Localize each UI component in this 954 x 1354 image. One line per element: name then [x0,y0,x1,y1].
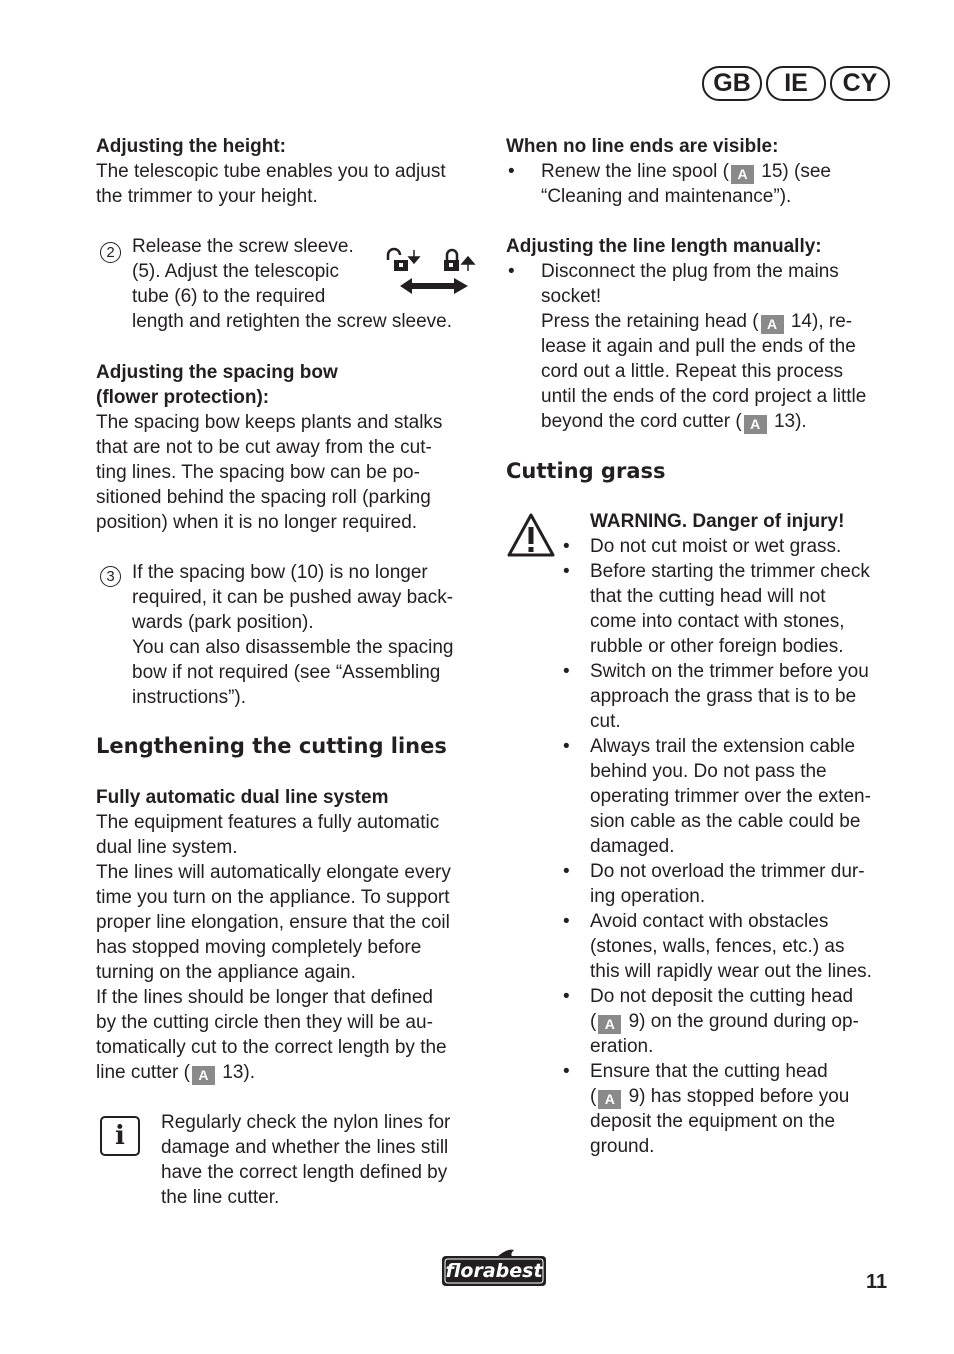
b7-l2-pre: ( [590,1011,597,1032]
logo-text: florabest [445,1260,543,1282]
b7-l2-post: 9) on the ground during op- [623,1011,859,1032]
warning-item [563,984,903,1059]
step-number-3: 3 [100,566,121,587]
spacing-text-line: ting lines. The spacing bow can be po- [96,462,420,483]
dual-heading: Fully automatic dual line system [96,787,389,808]
lengthening-title: Lengthening the cutting lines [96,734,447,758]
noline-line: “Cleaning and maintenance”). [541,186,792,207]
warning-line: come into contact with stones, [590,611,845,632]
warning-item [563,734,903,859]
info-line: Regularly check the nylon lines for [161,1112,451,1133]
info-line: have the correct length defined by [161,1162,448,1183]
warning-line: Do not overload the trimmer dur- [590,861,865,882]
warning-line: Do not cut moist or wet grass. [590,536,842,557]
dual-text-line: by the cutting circle then they will be au- [96,1012,433,1033]
manual-text [541,259,901,434]
warning-line: rubble or other foreign bodies. [590,636,844,657]
warning-line [590,1009,903,1034]
dual-text-line: tomatically cut to the correct length by the [96,1037,447,1058]
figure-a-badge: A [731,165,754,184]
noline-heading: When no line ends are visible: [506,136,779,157]
manual-l3-pre: Press the retaining head ( [541,311,759,332]
step3-line: You can also disassemble the spacing [132,637,454,658]
warning-line: damaged. [590,836,675,857]
figure-a-badge: A [744,415,767,434]
dual-last-post: 13). [216,1062,256,1083]
manual-heading: Adjusting the line length manually: [506,236,822,257]
height-section [96,134,486,209]
lang-badge-ie: IE [766,66,826,101]
bullet: • [563,661,570,682]
dual-text-line: dual line system. [96,837,238,858]
dual-text-line [96,1060,486,1085]
bullet: • [563,861,570,882]
bullet: • [563,536,570,557]
warning-item [563,1059,903,1159]
warning-line: operating trimmer over the exten- [590,786,871,807]
warning-line: Before starting the trimmer check [590,561,870,582]
step2-line: length and retighten the screw sleeve. [132,311,453,332]
info-line: damage and whether the lines still [161,1137,449,1158]
figure-a-badge: A [761,315,784,334]
noline-text [541,159,901,209]
warning-line: Switch on the trimmer before you [590,661,869,682]
dual-text-line: proper line elongation, ensure that the coil [96,912,450,933]
warning-line: Avoid contact with obstacles [590,911,829,932]
height-text-line: The telescopic tube enables you to adjust [96,161,446,182]
step3-line: wards (park position). [132,612,314,633]
lang-badge-gb: GB [702,66,762,101]
figure-a-badge: A [598,1090,621,1109]
manual-line: until the ends of the cord project a little [541,386,867,407]
step2-line: tube (6) to the required [132,286,326,307]
warning-item [563,559,903,659]
manual-line [541,309,901,334]
warning-line: ground. [590,1136,655,1157]
dual-last-pre: line cutter ( [96,1062,190,1083]
warning-item [563,909,903,984]
step3-text [132,560,492,710]
warning-line: Do not deposit the cutting head [590,986,854,1007]
info-text [161,1110,491,1210]
spacing-section [96,360,486,535]
warning-line: eration. [590,1036,654,1057]
manual-line: cord out a little. Repeat this process [541,361,844,382]
figure-a-badge: A [598,1015,621,1034]
noline-l1-pre: Renew the line spool ( [541,161,729,182]
lock-unlock-arrow-icon [382,246,480,300]
warning-line: this will rapidly wear out the lines. [590,961,872,982]
step3-line: bow if not required (see “Assembling [132,662,441,683]
spacing-text-line: The spacing bow keeps plants and stalks [96,412,443,433]
warning-line: (stones, walls, fences, etc.) as [590,936,845,957]
step3-line: required, it can be pushed away back- [132,587,454,608]
manual-l3-post: 14), re- [785,311,853,332]
warning-line: Always trail the extension cable [590,736,856,757]
warning-line: that the cutting head will not [590,586,826,607]
warning-heading: WARNING. Danger of injury! [590,511,845,532]
warning-list [563,534,903,1159]
warning-line: Ensure that the cutting head [590,1061,828,1082]
info-icon: i [100,1116,140,1156]
step3-line: If the spacing bow (10) is no longer [132,562,428,583]
warning-line: cut. [590,711,621,732]
dual-text-line: The equipment features a fully automatic [96,812,440,833]
height-text-line: the trimmer to your height. [96,186,318,207]
warning-item [563,859,903,909]
page-number: 11 [866,1271,888,1293]
warning-item [563,534,903,559]
step3-line: instructions”). [132,687,247,708]
manual-line: lease it again and pull the ends of the [541,336,856,357]
bullet: • [563,911,570,932]
dual-text-line: time you turn on the appliance. To support [96,887,450,908]
noline-l1-post: 15) (see [756,161,831,182]
warning-line [590,1084,903,1109]
warning-line: deposit the equipment on the [590,1111,836,1132]
warning-line: ing operation. [590,886,706,907]
step2-line: Release the screw sleeve. [132,236,354,257]
spacing-heading: Adjusting the spacing bow [96,362,338,383]
bullet: • [508,261,515,282]
noline-line [541,159,901,184]
spacing-text-line: sitioned behind the spacing roll (parking [96,487,431,508]
manual-l7-post: 13). [768,411,807,432]
bullet: • [563,561,570,582]
manual-line: Disconnect the plug from the mains [541,261,839,282]
dual-text-line: has stopped moving completely before [96,937,422,958]
dual-text-line: The lines will automatically elongate every [96,862,451,883]
b8-l2-post: 9) has stopped before you [623,1086,850,1107]
manual-l7-pre: beyond the cord cutter ( [541,411,742,432]
lang-badge-cy: CY [830,66,890,101]
bullet: • [563,736,570,757]
florabest-logo [438,1246,550,1288]
warning-item [563,659,903,734]
cutting-grass-title: Cutting grass [506,459,666,483]
warning-line: sion cable as the cable could be [590,811,861,832]
bullet: • [508,161,515,182]
warning-icon [506,512,556,558]
manual-line: socket! [541,286,602,307]
dual-line-section [96,785,486,1085]
figure-a-badge: A [192,1066,215,1085]
spacing-text-line: that are not to be cut away from the cut- [96,437,432,458]
dual-text-line: If the lines should be longer that defined [96,987,433,1008]
height-heading: Adjusting the height: [96,136,286,157]
warning-line: behind you. Do not pass the [590,761,827,782]
b8-l2-pre: ( [590,1086,597,1107]
dual-text-line: turning on the appliance again. [96,962,356,983]
manual-line [541,409,901,434]
spacing-heading: (flower protection): [96,387,270,408]
warning-line: approach the grass that is to be [590,686,857,707]
bullet: • [563,1061,570,1082]
bullet: • [563,986,570,1007]
step-number-2: 2 [100,242,121,263]
spacing-text-line: position) when it is no longer required. [96,512,418,533]
info-line: the line cutter. [161,1187,280,1208]
step2-line: (5). Adjust the telescopic [132,261,339,282]
